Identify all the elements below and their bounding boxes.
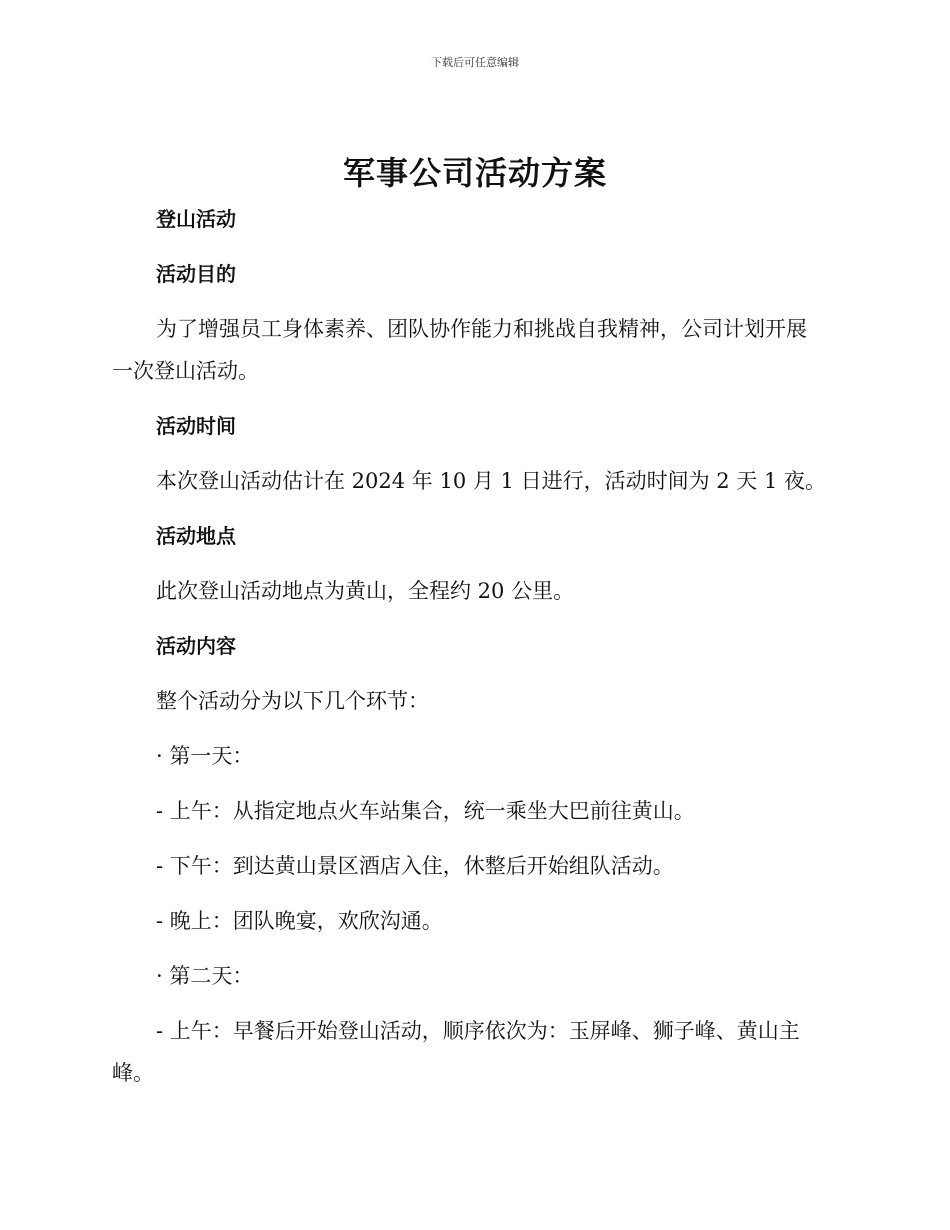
- document-title: 军事公司活动方案: [342, 154, 607, 192]
- location-paragraph: 此次登山活动地点为黄山，全程约 20 公里。: [156, 579, 575, 603]
- day2-morning-item-line-2: 峰。: [112, 1061, 154, 1085]
- day2-morning-item-line-1: - 上午：早餐后开始登山活动，顺序依次为：玉屏峰、狮子峰、黄山主: [156, 1019, 800, 1043]
- purpose-heading: 活动目的: [156, 262, 236, 286]
- day1-afternoon-item: - 下午：到达黄山景区酒店入住，休整后开始组队活动。: [156, 854, 674, 878]
- time-heading: 活动时间: [156, 414, 236, 438]
- day1-morning-item: - 上午：从指定地点火车站集合，统一乘坐大巴前往黄山。: [156, 799, 695, 823]
- content-intro: 整个活动分为以下几个环节：: [156, 689, 429, 713]
- purpose-paragraph-line-1: 为了增强员工身体素养、团队协作能力和挑战自我精神，公司计划开展: [156, 317, 807, 341]
- location-heading: 活动地点: [156, 524, 236, 548]
- time-paragraph: 本次登山活动估计在 2024 年 10 月 1 日进行，活动时间为 2 天 1 夜。: [156, 469, 826, 493]
- activity-name-heading: 登山活动: [156, 207, 236, 231]
- day2-label: · 第二天：: [156, 964, 254, 988]
- day1-evening-item: - 晚上：团队晚宴，欢欣沟通。: [156, 909, 443, 933]
- purpose-paragraph-line-2: 一次登山活动。: [112, 359, 259, 383]
- header-note: 下载后可任意编辑: [431, 56, 519, 69]
- content-heading: 活动内容: [156, 634, 236, 658]
- day1-label: · 第一天：: [156, 744, 254, 768]
